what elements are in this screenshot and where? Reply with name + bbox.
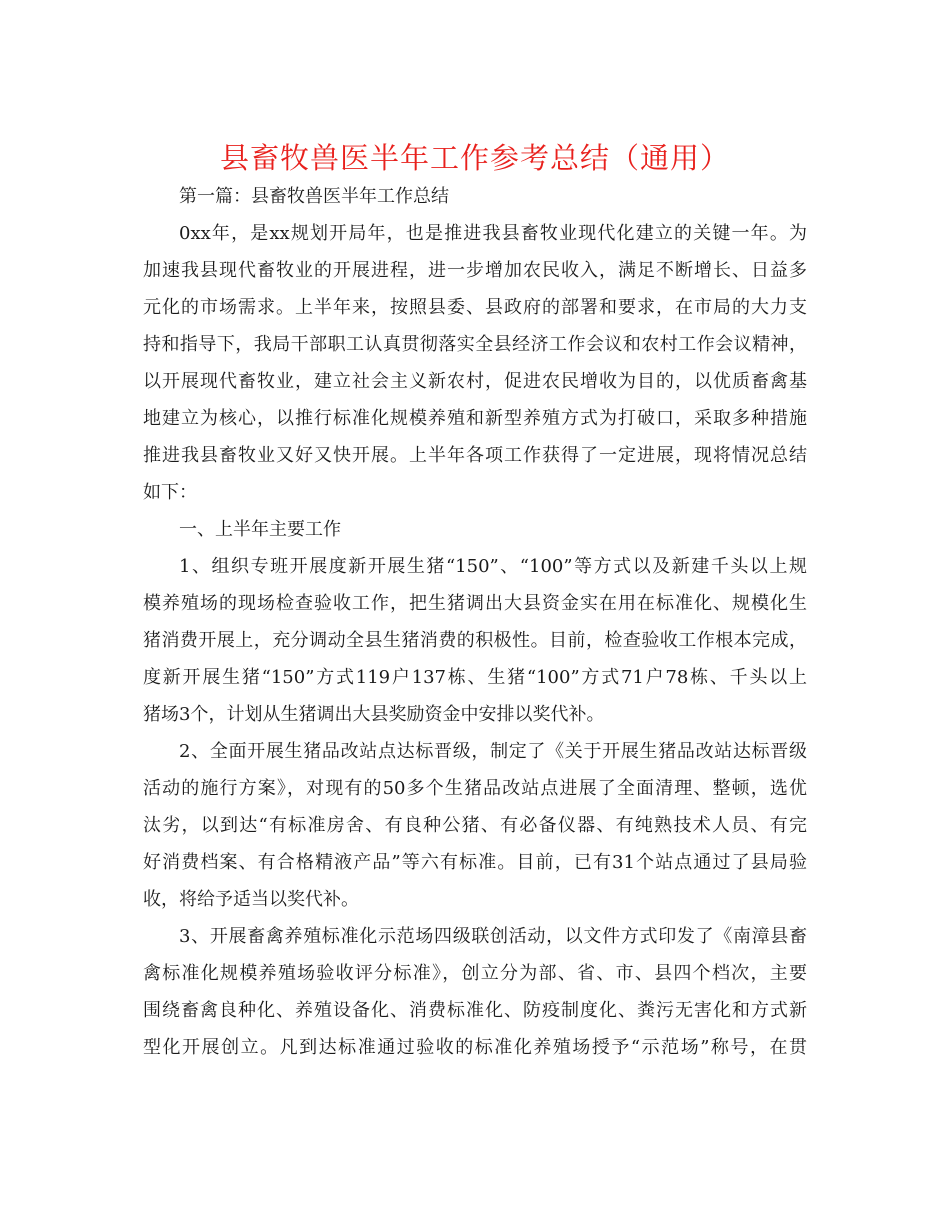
text-line: 2、全面开展生猪品改站点达标晋级，制定了《关于开展生猪品改站达标晋级 xyxy=(179,741,807,762)
text-line: 型化开展创立。凡到达标准通过验收的标准化养殖场授予“示范场”称号，在贯 xyxy=(143,1037,807,1058)
text-line: 地建立为核心，以推行标准化规模养殖和新型养殖方式为打破口，采取多种措施 xyxy=(143,408,807,429)
document-body xyxy=(143,178,807,1066)
text-line: 一、上半年主要工作 xyxy=(179,519,341,540)
text-line: 模养殖场的现场检查验收工作，把生猪调出大县资金实在用在标准化、规模化生 xyxy=(143,593,807,614)
text-line: 以开展现代畜牧业，建立社会主义新农村，促进农民增收为目的，以优质畜禽基 xyxy=(143,371,807,392)
text-line: 围绕畜禽良种化、养殖设备化、消费标准化、防疫制度化、粪污无害化和方式新 xyxy=(143,1000,807,1021)
text-line: 活动的施行方案》，对现有的50多个生猪品改站点进展了全面清理、整顿，选优 xyxy=(143,778,807,799)
text-line: 如下： xyxy=(143,482,197,503)
text-line: 好消费档案、有合格精液产品”等六有标准。目前，已有31个站点通过了县局验 xyxy=(143,852,807,873)
text-line: 禽标准化规模养殖场验收评分标准》，创立分为部、省、市、县四个档次，主要 xyxy=(143,963,807,984)
text-line: 度新开展生猪“150”方式119户137栋、生猪“100”方式71户78栋、千头以上 xyxy=(143,667,807,688)
text-line: 元化的市场需求。上半年来，按照县委、县政府的部署和要求，在市局的大力支 xyxy=(143,297,807,318)
text-line: 收，将给予适当以奖代补。 xyxy=(143,889,359,910)
text-line: 汰劣，以到达“有标准房舍、有良种公猪、有必备仪器、有纯熟技术人员、有完 xyxy=(143,815,807,836)
section-heading: 第一篇：县畜牧兽医半年工作总结 xyxy=(179,186,449,207)
text-line: 持和指导下，我局干部职工认真贯彻落实全县经济工作会议和农村工作会议精神， xyxy=(143,334,807,355)
text-line: 3、开展畜禽养殖标准化示范场四级联创活动，以文件方式印发了《南漳县畜 xyxy=(179,926,807,947)
text-line: 猪消费开展上，充分调动全县生猪消费的积极性。目前，检查验收工作根本完成， xyxy=(143,630,807,651)
text-line: 推进我县畜牧业又好又快开展。上半年各项工作获得了一定进展，现将情况总结 xyxy=(143,445,807,466)
text-line: 加速我县现代畜牧业的开展进程，进一步增加农民收入，满足不断增长、日益多 xyxy=(143,260,807,281)
text-line: 1、组织专班开展度新开展生猪“150”、“100”等方式以及新建千头以上规 xyxy=(179,556,807,577)
document-title: 县畜牧兽医半年工作参考总结（通用） xyxy=(219,141,730,175)
paragraph-lines xyxy=(143,215,807,1066)
text-line: 猪场3个，计划从生猪调出大县奖励资金中安排以奖代补。 xyxy=(143,704,605,725)
text-line: 0xx年，是xx规划开局年，也是推进我县畜牧业现代化建立的关键一年。为 xyxy=(179,223,807,244)
